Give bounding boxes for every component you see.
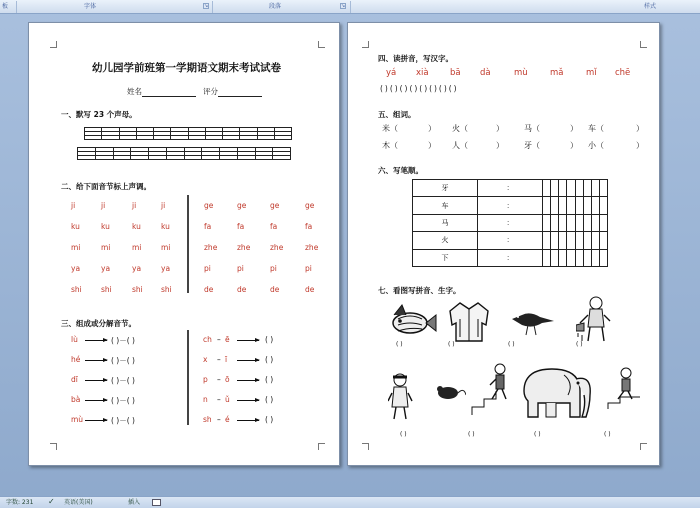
writing-grid-row[interactable] xyxy=(84,127,292,140)
syllable-item: ge xyxy=(204,201,214,210)
stroke-char: 牙 xyxy=(413,180,478,197)
pinyin-item: bā xyxy=(450,68,461,78)
bird-picture xyxy=(508,305,556,339)
child-picture xyxy=(388,373,414,421)
syllable-item: de xyxy=(204,285,214,294)
pinyin-item: mù xyxy=(514,68,528,78)
final-item: ī xyxy=(225,355,228,364)
page-title: 幼儿园学前班第一学期语文期末考试试卷 xyxy=(92,62,281,74)
document-page-1[interactable] xyxy=(28,22,340,466)
answer-brackets[interactable]: ( ) ( ) ( ) ( ) ( ) ( ) ( ) ( ) xyxy=(380,84,457,93)
syllable-item: pi xyxy=(237,264,244,273)
word-blank[interactable]: 火（ xyxy=(452,124,468,133)
dash: – xyxy=(217,415,221,424)
dash: – xyxy=(217,335,221,344)
answer-brackets[interactable]: ( )－( ) xyxy=(111,396,135,405)
dash: – xyxy=(217,375,221,384)
word-blank[interactable]: 牙（ xyxy=(524,141,540,150)
word-blank: ） xyxy=(636,124,644,133)
picture-answer-bracket[interactable]: ( ) xyxy=(534,431,541,438)
colon: ： xyxy=(478,249,543,266)
syllable-item: dī xyxy=(71,375,78,384)
syllable-item: ji xyxy=(71,201,76,210)
syllable-item: pi xyxy=(204,264,211,273)
section-3-title: 三、组成或分解音节。 xyxy=(61,319,136,328)
language-indicator[interactable]: 英语(美国) xyxy=(64,499,93,506)
arrow-icon xyxy=(237,340,259,341)
picture-answer-bracket[interactable]: ( ) xyxy=(396,341,403,348)
arrow-icon xyxy=(237,380,259,381)
syllable-item: fa xyxy=(270,222,278,231)
syllable-item: ku xyxy=(132,222,141,231)
section-1-title: 一、默写 23 个声母。 xyxy=(61,110,137,119)
score-field[interactable]: 评分 xyxy=(203,86,262,97)
section-2-title: 二、给下面音节标上声调。 xyxy=(61,182,151,191)
syllable-item: lù xyxy=(71,335,78,344)
syllable-item: ya xyxy=(161,264,171,273)
word-blank: ） xyxy=(570,141,578,150)
stroke-order-grid[interactable] xyxy=(412,179,608,267)
answer-brackets[interactable]: ( ) xyxy=(265,375,274,384)
initial-item: sh xyxy=(203,415,212,424)
syllable-item: mi xyxy=(101,243,111,252)
word-blank[interactable]: 木（ xyxy=(382,141,398,150)
syllable-item: ji xyxy=(132,201,137,210)
pinyin-item: yá xyxy=(386,68,397,78)
word-blank: ） xyxy=(428,141,436,150)
word-blank[interactable]: 米（ xyxy=(382,124,398,133)
stroke-char: 火 xyxy=(413,232,478,249)
child-stairs-picture xyxy=(470,361,518,417)
font-dialog-launcher-icon[interactable]: ↘ xyxy=(204,3,209,9)
pinyin-item: mǎ xyxy=(550,68,564,78)
word-blank[interactable]: 车（ xyxy=(588,124,604,133)
syllable-item: pi xyxy=(305,264,312,273)
picture-answer-bracket[interactable]: ( ) xyxy=(604,431,611,438)
arrow-icon xyxy=(85,400,107,401)
section-7-title: 七、看图写拼音、生字。 xyxy=(378,286,461,295)
section-5-title: 五、组词。 xyxy=(378,110,416,119)
final-item: ē xyxy=(225,335,230,344)
arrow-icon xyxy=(85,420,107,421)
colon: ： xyxy=(478,180,543,197)
syllable-item: shi xyxy=(132,285,143,294)
word-count[interactable]: 字数: 231 xyxy=(6,499,34,506)
final-item: ǔ xyxy=(225,395,230,404)
proofing-icon[interactable]: ✓ xyxy=(48,497,55,506)
ribbon-group-font[interactable]: 字体 xyxy=(83,3,96,10)
word-blank: ） xyxy=(496,124,504,133)
syllable-item: mi xyxy=(161,243,171,252)
syllable-item: ji xyxy=(101,201,106,210)
picture-answer-bracket[interactable]: ( ) xyxy=(448,341,455,348)
syllable-item: de xyxy=(237,285,247,294)
pinyin-item: chē xyxy=(615,68,631,78)
stroke-char: 下 xyxy=(413,249,478,266)
status-bar xyxy=(0,496,700,508)
syllable-item: mi xyxy=(132,243,142,252)
arrow-icon xyxy=(85,380,107,381)
syllable-item: fa xyxy=(204,222,212,231)
answer-brackets[interactable]: ( ) xyxy=(265,415,274,424)
answer-brackets[interactable]: ( ) xyxy=(265,355,274,364)
syllable-item: zhe xyxy=(204,243,218,252)
syllable-item: fa xyxy=(237,222,245,231)
insert-mode[interactable]: 插入 xyxy=(128,499,141,506)
arrow-icon xyxy=(237,420,259,421)
syllable-item: shi xyxy=(101,285,112,294)
syllable-item: mù xyxy=(71,415,84,424)
name-field[interactable]: 姓名 xyxy=(127,86,196,97)
syllable-item: shi xyxy=(71,285,82,294)
syllable-item: ya xyxy=(132,264,142,273)
syllable-item: zhe xyxy=(237,243,251,252)
paragraph-dialog-launcher-icon[interactable]: ↘ xyxy=(341,3,346,9)
arrow-icon xyxy=(237,360,259,361)
colon: ： xyxy=(478,197,543,214)
child-watering-picture xyxy=(576,295,616,347)
word-blank: ） xyxy=(636,141,644,150)
word-blank: ） xyxy=(570,124,578,133)
ribbon-group-paragraph[interactable]: 段落 xyxy=(268,3,281,10)
picture-answer-bracket[interactable]: ( ) xyxy=(508,341,515,348)
syllable-item: zhe xyxy=(270,243,284,252)
colon: ： xyxy=(478,214,543,231)
picture-answer-bracket[interactable]: ( ) xyxy=(468,431,475,438)
answer-brackets[interactable]: ( ) xyxy=(265,395,274,404)
pinyin-item: mǐ xyxy=(586,68,597,78)
dash: – xyxy=(217,395,221,404)
syllable-item: fa xyxy=(305,222,313,231)
pinyin-item: xià xyxy=(416,68,429,78)
word-blank: ） xyxy=(428,124,436,133)
answer-brackets[interactable]: ( )－( ) xyxy=(111,356,135,365)
stroke-char: 马 xyxy=(413,214,478,231)
final-item: ō xyxy=(225,375,230,384)
initial-item: n xyxy=(203,395,208,404)
document-page-2[interactable] xyxy=(347,22,660,466)
picture-answer-bracket[interactable]: ( ) xyxy=(400,431,407,438)
syllable-item: pi xyxy=(270,264,277,273)
coat-picture xyxy=(446,299,492,343)
word-blank[interactable]: 小（ xyxy=(588,141,604,150)
initial-item: p xyxy=(203,375,208,384)
child-climbing-picture xyxy=(606,367,642,411)
syllable-item: mi xyxy=(71,243,81,252)
word-blank[interactable]: 马（ xyxy=(524,124,540,133)
syllable-item: ya xyxy=(71,264,81,273)
answer-brackets[interactable]: ( )－( ) xyxy=(111,376,135,385)
section-6-title: 六、写笔顺。 xyxy=(378,166,423,175)
word-blank[interactable]: 人（ xyxy=(452,141,468,150)
answer-brackets[interactable]: ( )－( ) xyxy=(111,336,135,345)
answer-brackets[interactable]: ( )－( ) xyxy=(111,416,135,425)
picture-answer-bracket[interactable]: ( ) xyxy=(576,341,583,348)
colon: ： xyxy=(478,232,543,249)
syllable-item: de xyxy=(305,285,315,294)
stroke-char: 车 xyxy=(413,197,478,214)
syllable-item: zhe xyxy=(305,243,319,252)
writing-grid-row[interactable] xyxy=(77,147,291,160)
pinyin-item: dà xyxy=(480,68,491,78)
syllable-item: shi xyxy=(161,285,172,294)
arrow-icon xyxy=(85,360,107,361)
elephant-picture xyxy=(516,361,598,427)
arrow-icon xyxy=(237,400,259,401)
answer-brackets[interactable]: ( ) xyxy=(265,335,274,344)
syllable-item: ku xyxy=(161,222,170,231)
initial-item: ch xyxy=(203,335,212,344)
mouse-picture xyxy=(434,383,466,401)
syllable-item: ya xyxy=(101,264,111,273)
syllable-item: bà xyxy=(71,395,81,404)
section-4-title: 四、读拼音，写汉字。 xyxy=(378,54,453,63)
ribbon-group-labels xyxy=(0,0,700,14)
syllable-item: de xyxy=(270,285,280,294)
ribbon-group-clipboard[interactable]: 板 xyxy=(1,3,8,10)
syllable-item: ge xyxy=(237,201,247,210)
ribbon-group-styles[interactable]: 样式 xyxy=(643,3,656,10)
syllable-item: ku xyxy=(71,222,80,231)
initial-item: x xyxy=(203,355,208,364)
syllable-item: ge xyxy=(305,201,315,210)
macro-record-icon[interactable] xyxy=(152,499,161,506)
syllable-item: ku xyxy=(101,222,110,231)
arrow-icon xyxy=(85,340,107,341)
syllable-item: hé xyxy=(71,355,81,364)
final-item: é xyxy=(225,415,230,424)
word-blank: ） xyxy=(496,141,504,150)
syllable-item: ji xyxy=(161,201,166,210)
syllable-item: ge xyxy=(270,201,280,210)
dash: – xyxy=(217,355,221,364)
